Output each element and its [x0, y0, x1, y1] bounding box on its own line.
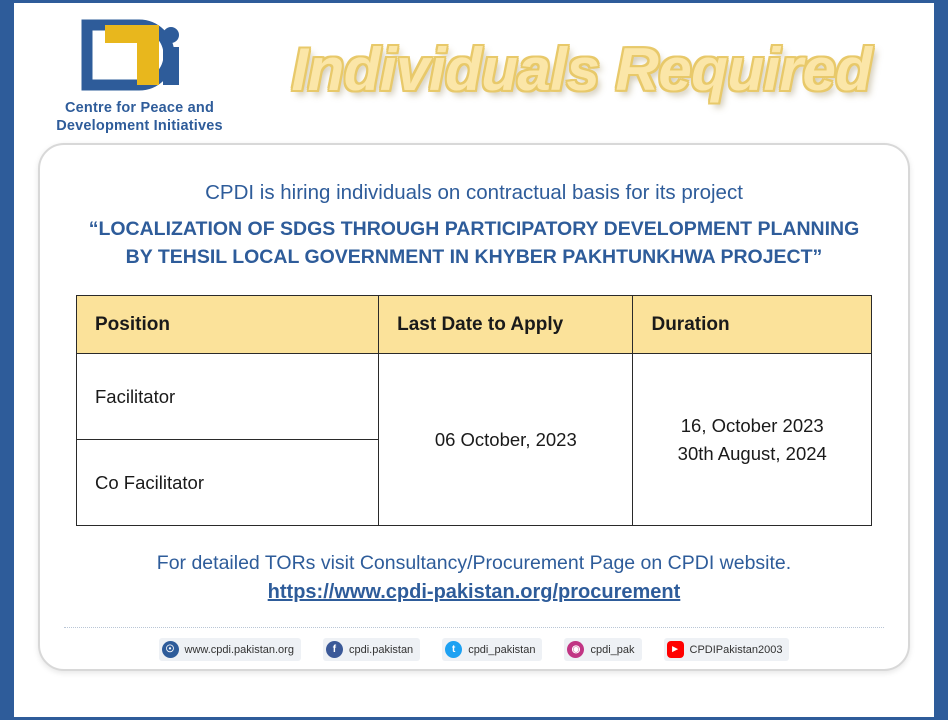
poster-header [14, 3, 934, 143]
social-label-website: www.cpdi.pakistan.org [184, 643, 294, 656]
table-header-position: Position [77, 296, 379, 354]
duration-line2: 30th August, 2024 [677, 442, 827, 464]
table-row [77, 354, 872, 440]
table-header-last-date: Last Date to Apply [379, 296, 633, 354]
globe-icon: ☉ [162, 641, 179, 658]
positions-table [76, 295, 872, 526]
table-header-duration: Duration [633, 296, 872, 354]
social-item-youtube[interactable] [664, 638, 790, 661]
duration-line1: 16, October 2023 [680, 414, 824, 436]
procurement-link[interactable]: https://www.cpdi-pakistan.org/procurement [267, 581, 681, 604]
cell-last-date: 06 October, 2023 [379, 354, 633, 526]
project-title [76, 215, 872, 272]
cpdi-logo-icon [75, 17, 205, 95]
intro-text: CPDI is hiring individuals on contractual basis for its project [205, 181, 743, 204]
social-item-instagram[interactable] [564, 638, 641, 661]
cell-position-co-facilitator: Co Facilitator [77, 440, 379, 526]
table-header-row [77, 296, 872, 354]
title-block [247, 35, 916, 112]
page-title: Individuals Required [291, 35, 872, 103]
logo-text [56, 99, 223, 135]
project-title-line1: “LOCALIZATION OF SDGS THROUGH PARTICIPATORY DEVELOPMENT PLANNING [88, 217, 860, 240]
social-label-youtube: CPDIPakistan2003 [689, 643, 783, 656]
social-item-twitter[interactable] [442, 638, 542, 661]
twitter-icon: t [445, 641, 462, 658]
project-title-line2: BY TEHSIL LOCAL GOVERNMENT IN KHYBER PAKHTUNKHWA PROJECT” [125, 245, 823, 268]
social-label-facebook: cpdi.pakistan [348, 643, 414, 656]
tor-text: For detailed TORs visit Consultancy/Procurement Page on CPDI website. [156, 552, 792, 575]
youtube-icon: ► [667, 641, 684, 658]
instagram-icon: ◉ [567, 641, 584, 658]
cell-position-facilitator: Facilitator [77, 354, 379, 440]
logo-block [32, 11, 247, 135]
cell-duration [633, 354, 872, 526]
social-item-facebook[interactable] [323, 638, 420, 661]
content-card [38, 143, 910, 671]
social-bar [64, 627, 884, 661]
social-label-instagram: cpdi_pak [590, 643, 635, 656]
logo-text-line1: Centre for Peace and [64, 99, 215, 116]
social-label-twitter: cpdi_pakistan [468, 643, 536, 656]
social-item-website[interactable] [159, 638, 301, 661]
logo-text-line2: Development Initiatives [56, 118, 223, 134]
facebook-icon: f [326, 641, 343, 658]
